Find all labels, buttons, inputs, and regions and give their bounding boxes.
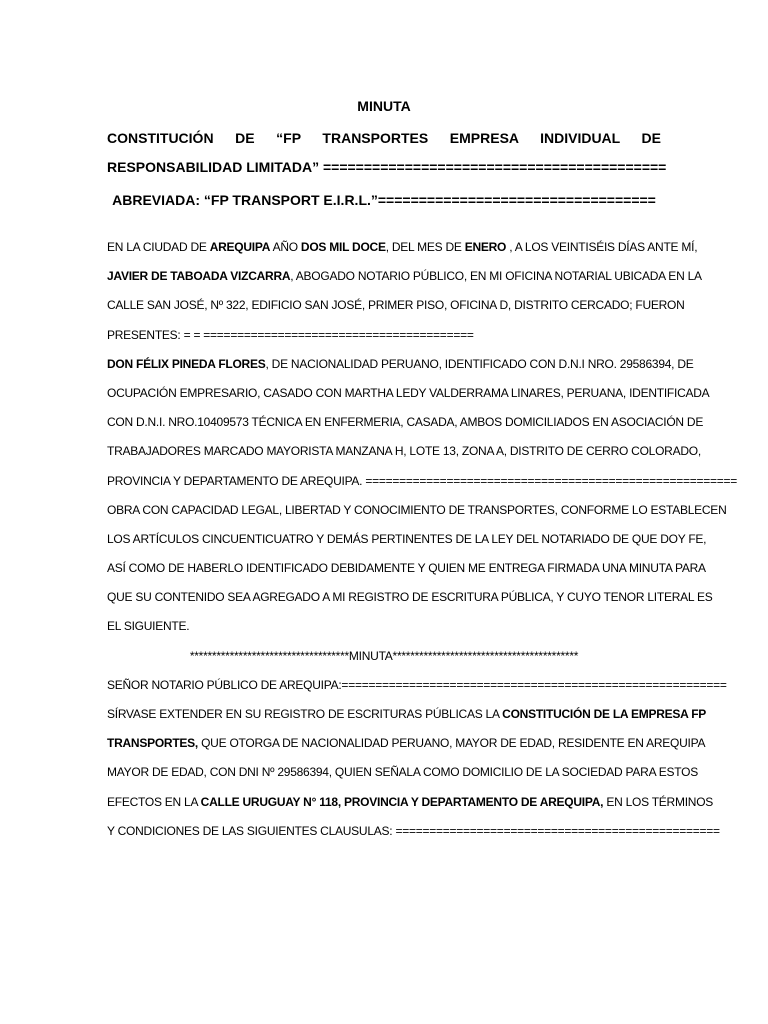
body-line <box>107 729 706 758</box>
body-line <box>107 350 694 379</box>
minuta-separator: ************************************MINUTA****************************************** <box>189 648 579 663</box>
body-line: PROVINCIA Y DEPARTAMENTO DE AREQUIPA. ======================================================= <box>107 473 738 488</box>
body-line: CALLE SAN JOSÉ, Nº 322, EDIFICIO SAN JOSÉ, PRIMER PISO, OFICINA D, DISTRITO CERCADO; FUERON <box>107 298 685 313</box>
text-run-bold: AREQUIPA <box>209 240 271 254</box>
text-run-bold: ENERO <box>464 240 507 254</box>
text-run-bold: CONSTITUCIÓN DE LA EMPRESA FP <box>502 707 707 721</box>
body-line: CON D.N.I. NRO.10409573 TÉCNICA EN ENFERMERIA, CASADA, AMBOS DOMICILIADOS EN ASOCIACIÓN DE <box>107 415 704 430</box>
body-line: QUE SU CONTENIDO SEA AGREGADO A MI REGISTRO DE ESCRITURA PÚBLICA, Y CUYO TENOR LITERAL ES <box>107 590 713 605</box>
text-run: , ABOGADO NOTARIO PÚBLICO, EN MI OFICINA NOTARIAL UBICADA EN LA <box>290 269 702 284</box>
body-line: PRESENTES: = = ======================================== <box>107 327 474 342</box>
text-run: EN LA CIUDAD DE <box>107 240 210 254</box>
body-line: SEÑOR NOTARIO PÚBLICO DE AREQUIPA:========================================================= <box>107 677 727 692</box>
document-title: MINUTA <box>357 98 411 114</box>
text-run-bold: TRANSPORTES, <box>107 736 199 751</box>
body-line: OBRA CON CAPACIDAD LEGAL, LIBERTAD Y CONOCIMIENTO DE TRANSPORTES, CONFORME LO ESTABLECEN <box>107 502 727 517</box>
text-run: SÍRVASE EXTENDER EN SU REGISTRO DE ESCRITURAS PÚBLICAS LA <box>107 707 503 721</box>
text-run: , A LOS VEINTISÉIS DÍAS ANTE MÍ, <box>506 240 698 254</box>
heading-line-1: CONSTITUCIÓN DE “FP TRANSPORTES EMPRESA INDIVIDUAL DE <box>107 130 661 146</box>
body-line: LOS ARTÍCULOS CINCUENTICUATRO Y DEMÁS PERTINENTES DE LA LEY DEL NOTARIADO DE QUE DOY FE, <box>107 531 707 546</box>
text-run: , DEL MES DE <box>385 240 465 254</box>
body-line <box>107 700 707 729</box>
text-run: QUE OTORGA DE NACIONALIDAD PERUANO, MAYOR DE EDAD, RESIDENTE EN AREQUIPA <box>198 736 706 751</box>
text-run: , DE NACIONALIDAD PERUANO, IDENTIFICADO CON D.N.I NRO. 29586394, DE <box>265 356 694 371</box>
body-line <box>107 233 698 262</box>
text-run: AÑO <box>270 240 301 254</box>
heading-line-2: RESPONSABILIDAD LIMITADA” ========================================== <box>107 159 667 175</box>
body-line: EL SIGUIENTE. <box>107 619 190 634</box>
body-line: ASÍ COMO DE HABERLO IDENTIFICADO DEBIDAMENTE Y QUIEN ME ENTREGA FIRMADA UNA MINUTA PARA <box>107 561 706 576</box>
grantor-name: DON FÉLIX PINEDA FLORES <box>107 356 266 371</box>
body-line: TRABAJADORES MARCADO MAYORISTA MANZANA H, LOTE 13, ZONA A, DISTRITO DE CERRO COLORADO, <box>107 444 701 459</box>
document-body <box>107 233 738 846</box>
heading-line-3: ABREVIADA: “FP TRANSPORT E.I.R.L.”================================== <box>112 192 656 208</box>
text-run-bold: DOS MIL DOCE <box>300 240 386 254</box>
body-line <box>107 262 702 291</box>
text-run: EN LOS TÉRMINOS <box>603 794 714 809</box>
body-line: MAYOR DE EDAD, CON DNI Nº 29586394, QUIEN SEÑALA COMO DOMICILIO DE LA SOCIEDAD PARA ESTOS <box>107 765 698 780</box>
notary-name: JAVIER DE TABOADA VIZCARRA <box>107 269 291 284</box>
body-line: Y CONDICIONES DE LAS SIGUIENTES CLAUSULAS: ================================================ <box>107 823 720 838</box>
body-line <box>107 788 714 817</box>
address-bold: CALLE URUGUAY N° 118, PROVINCIA Y DEPARTAMENTO DE AREQUIPA, <box>200 794 604 809</box>
body-line: OCUPACIÓN EMPRESARIO, CASADO CON MARTHA LEDY VALDERRAMA LINARES, PERUANA, IDENTIFICADA <box>107 385 710 400</box>
text-run: EFECTOS EN LA <box>107 794 201 809</box>
